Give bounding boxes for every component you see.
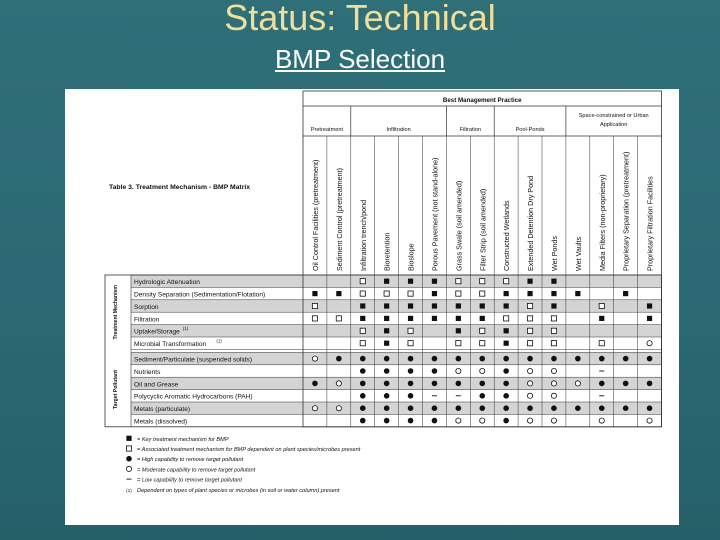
matrix-cell-symbol	[504, 328, 509, 333]
matrix-cell-symbol	[360, 418, 366, 424]
matrix-cell-symbol	[480, 368, 485, 373]
matrix-cell-symbol	[408, 303, 413, 308]
matrix-cell-symbol	[647, 303, 652, 308]
matrix-cell-symbol	[336, 316, 341, 321]
matrix-cell-symbol	[336, 406, 341, 411]
matrix-cell-symbol	[551, 393, 556, 398]
pollutant-row-label: Sediment/Particulate (suspended solids)	[134, 356, 253, 364]
matrix-cell-symbol	[360, 303, 365, 308]
group-header: Space-constrained or Urban	[578, 113, 649, 119]
matrix-cell-symbol	[312, 406, 317, 411]
column-header: Bioslope	[406, 243, 416, 271]
matrix-cell-symbol	[432, 316, 437, 321]
legend-text: = High capability to remove target pollutant	[137, 457, 244, 464]
matrix-cell-symbol	[480, 279, 485, 284]
matrix-cell-symbol	[503, 381, 509, 387]
slide-subtitle: BMP Selection	[274, 44, 446, 74]
column-header: Proprietary Separation (pretreatment)	[621, 151, 631, 271]
matrix-cell-symbol	[456, 328, 461, 333]
mechanism-row-label: Sorption	[134, 303, 159, 311]
group-header: Pretreatment	[310, 127, 344, 133]
matrix-cell-symbol	[384, 356, 390, 362]
matrix-cell-symbol	[527, 418, 532, 423]
slide-title: Status: Technical	[224, 0, 496, 38]
matrix-cell-symbol	[599, 381, 605, 387]
matrix-cell-symbol	[456, 291, 461, 296]
matrix-cell-symbol	[551, 341, 556, 346]
matrix-cell-symbol	[126, 466, 131, 471]
matrix-cell-symbol	[384, 418, 390, 424]
matrix-cell-symbol	[408, 356, 414, 362]
matrix-cell-symbol	[408, 316, 413, 321]
matrix-cell-symbol	[503, 368, 509, 374]
legend-text: Dependent on types of plant species or microbes (in soil or water column) present	[137, 487, 340, 494]
matrix-cell-symbol	[360, 291, 365, 296]
matrix-cell-symbol	[575, 291, 580, 296]
matrix-cell-symbol	[126, 436, 131, 441]
pollutant-row-label: Polycyclic Aromatic Hydrocarbons (PAH)	[134, 393, 253, 401]
matrix-cell-symbol	[336, 356, 342, 362]
matrix-cell-symbol	[384, 393, 390, 399]
mechanism-row-label: Microbial Transformation	[134, 341, 207, 349]
mechanism-row	[131, 275, 662, 287]
matrix-cell-symbol	[503, 393, 509, 399]
matrix-cell-symbol	[312, 381, 318, 387]
matrix-cell-symbol	[360, 328, 365, 333]
mechanism-row-footnote: (1)	[216, 338, 222, 344]
matrix-cell-symbol	[551, 291, 556, 296]
matrix-cell-symbol	[503, 418, 509, 424]
pollutant-row	[131, 377, 662, 389]
legend-text: = Associated treatment mechanism for BMP dependent on plant species/microbes present	[137, 447, 361, 453]
matrix-cell-symbol	[575, 381, 580, 386]
matrix-cell-symbol	[456, 356, 462, 362]
matrix-cell-symbol	[551, 368, 556, 373]
matrix-cell-symbol	[551, 356, 557, 362]
matrix-cell-symbol	[551, 303, 556, 308]
matrix-cell-symbol	[479, 405, 485, 411]
pollutant-row	[131, 402, 662, 414]
matrix-cell-symbol	[384, 381, 390, 387]
table-title: Table 3. Treatment Mechanism - BMP Matrix	[109, 184, 251, 191]
matrix-cell-symbol	[575, 356, 581, 362]
matrix-cell-symbol	[527, 279, 532, 284]
matrix-cell-symbol	[503, 356, 509, 362]
matrix-cell-symbol	[527, 316, 532, 321]
matrix-cell-symbol	[384, 405, 390, 411]
matrix-cell-symbol	[360, 279, 365, 284]
matrix-cell-symbol	[432, 356, 438, 362]
matrix-cell-symbol	[527, 291, 532, 296]
mechanism-row-label: Uptake/Storage	[134, 328, 180, 336]
matrix-cell-symbol	[456, 279, 461, 284]
matrix-cell-symbol	[551, 328, 556, 333]
column-header: Media Filters (non-proprietary)	[597, 174, 607, 271]
matrix-cell-symbol	[551, 418, 556, 423]
mechanism-row	[131, 312, 662, 324]
matrix-cell-symbol	[456, 405, 462, 411]
matrix-cell-symbol	[432, 405, 438, 411]
column-header: Bioretention	[382, 232, 392, 271]
matrix-cell-symbol	[479, 393, 485, 399]
pollutant-row	[131, 414, 662, 426]
matrix-cell-symbol	[479, 356, 485, 362]
matrix-cell-symbol	[336, 291, 341, 296]
matrix-cell-symbol	[623, 291, 628, 296]
matrix-cell-symbol	[408, 418, 414, 424]
matrix-cell-symbol	[408, 381, 414, 387]
matrix-cell-symbol	[527, 381, 532, 386]
matrix-cell-symbol	[126, 456, 132, 462]
row-group-label: Treatment Mechanism	[113, 284, 119, 340]
matrix-cell-symbol	[479, 381, 485, 387]
matrix-cell-symbol	[599, 303, 604, 308]
matrix-cell-symbol	[456, 368, 461, 373]
matrix-cell-symbol	[647, 418, 652, 423]
matrix-cell-symbol	[432, 368, 438, 374]
matrix-cell-symbol	[647, 381, 653, 387]
matrix-cell-symbol	[456, 341, 461, 346]
column-header: Constructed Wetlands	[502, 200, 512, 271]
matrix-cell-symbol	[527, 341, 532, 346]
matrix-cell-symbol	[360, 356, 366, 362]
matrix-cell-symbol	[551, 279, 556, 284]
mechanism-row	[131, 325, 662, 337]
matrix-cell-symbol	[432, 381, 438, 387]
matrix-cell-symbol	[336, 381, 341, 386]
matrix-cell-symbol	[384, 303, 389, 308]
pollutant-row-label: Metals (particulate)	[134, 406, 191, 414]
matrix-cell-symbol	[408, 405, 414, 411]
matrix-cell-symbol	[504, 341, 509, 346]
matrix-cell-symbol	[527, 356, 533, 362]
matrix-cell-symbol	[408, 291, 413, 296]
column-header: Sediment Control (pretreatment)	[334, 167, 344, 271]
mechanism-row	[131, 337, 662, 349]
column-header: Extended Detention Dry Pond	[526, 175, 536, 271]
matrix-cell-symbol	[360, 393, 366, 399]
column-header: Infiltration trench/pond	[358, 199, 368, 271]
matrix-cell-symbol	[360, 381, 366, 387]
column-header: Grass Swale (soil amended)	[454, 180, 464, 271]
matrix-cell-symbol	[599, 316, 604, 321]
matrix-cell-symbol	[480, 303, 485, 308]
mechanism-row-label: Filtration	[134, 316, 160, 324]
pollutant-row-label: Nutrients	[134, 368, 161, 376]
matrix-cell-symbol	[408, 368, 414, 374]
matrix-cell-symbol	[360, 368, 366, 374]
mechanism-row-footnote: (1)	[182, 326, 189, 331]
bmp-matrix-table	[65, 89, 679, 525]
matrix-cell-symbol	[503, 405, 509, 411]
mechanism-row-label: Hydrologic Attenuation	[134, 279, 200, 287]
matrix-cell-symbol	[599, 356, 605, 362]
column-header: Filter Strip (soil amended)	[478, 188, 488, 271]
matrix-cell-symbol	[456, 381, 462, 387]
pollutant-row-label: Oil and Grease	[134, 381, 179, 389]
matrix-cell-symbol	[527, 393, 532, 398]
matrix-cell-symbol	[408, 328, 413, 333]
matrix-cell-symbol	[647, 405, 653, 411]
column-header: Wet Ponds	[549, 235, 559, 271]
legend-symbol: (1)	[126, 488, 132, 494]
matrix-cell-symbol	[599, 341, 604, 346]
matrix-cell-symbol	[432, 303, 437, 308]
matrix-cell-symbol	[384, 316, 389, 321]
matrix-cell-symbol	[384, 368, 390, 374]
matrix-cell-symbol	[384, 279, 389, 284]
matrix-cell-symbol	[527, 303, 532, 308]
matrix-cell-symbol	[599, 418, 604, 423]
matrix-cell-symbol	[384, 341, 389, 346]
legend-text: = Moderate capability to remove target pollutant	[137, 467, 256, 474]
legend-text: = Key treatment mechanism for BMP	[137, 436, 229, 443]
pollutant-row-label: Metals (dissolved)	[134, 418, 188, 426]
matrix-cell-symbol	[551, 405, 557, 411]
matrix-cell-symbol	[647, 316, 652, 321]
group-header: Pool-Ponds	[515, 127, 545, 133]
matrix-cell-symbol	[551, 316, 556, 321]
matrix-cell-symbol	[408, 341, 413, 346]
matrix-cell-symbol	[480, 341, 485, 346]
column-header: Wet Vaults	[573, 236, 583, 271]
row-group-label: Target Pollutant	[113, 370, 119, 410]
matrix-cell-symbol	[480, 418, 485, 423]
matrix-cell-symbol	[623, 381, 629, 387]
matrix-cell-symbol	[312, 291, 317, 296]
group-header: Infiltration	[386, 127, 411, 133]
top-header: Best Management Practice	[442, 97, 522, 104]
matrix-cell-symbol	[504, 316, 509, 321]
matrix-cell-symbol	[480, 328, 485, 333]
pollutant-row	[131, 365, 662, 377]
matrix-cell-symbol	[360, 341, 365, 346]
matrix-cell-symbol	[504, 303, 509, 308]
matrix-cell-symbol	[432, 418, 438, 424]
matrix-cell-symbol	[623, 356, 629, 362]
matrix-cell-symbol	[504, 291, 509, 296]
matrix-cell-symbol	[551, 381, 556, 386]
matrix-cell-symbol	[575, 405, 581, 411]
matrix-cell-symbol	[480, 291, 485, 296]
matrix-cell-symbol	[504, 279, 509, 284]
matrix-cell-symbol	[527, 405, 533, 411]
matrix-cell-symbol	[360, 316, 365, 321]
matrix-cell-symbol	[456, 418, 461, 423]
matrix-cell-symbol	[432, 279, 437, 284]
matrix-cell-symbol	[456, 303, 461, 308]
matrix-cell-symbol	[312, 303, 317, 308]
mechanism-row	[131, 300, 662, 312]
matrix-cell-symbol	[432, 291, 437, 296]
group-header: Application	[600, 122, 628, 128]
matrix-cell-symbol	[126, 446, 131, 451]
group-header: Filtration	[459, 127, 482, 133]
matrix-cell-symbol	[647, 341, 652, 346]
column-header: Proprietary Filtration Facilities	[645, 176, 655, 271]
matrix-cell-symbol	[527, 368, 532, 373]
column-header: Oil Control Facilities (pretreatment)	[310, 159, 320, 271]
matrix-cell-symbol	[312, 316, 317, 321]
mechanism-row-label: Density Separation (Sedimentation/Flotation)	[134, 291, 266, 299]
matrix-cell-symbol	[527, 328, 532, 333]
matrix-cell-symbol	[456, 316, 461, 321]
matrix-cell-symbol	[384, 328, 389, 333]
matrix-cell-symbol	[360, 405, 366, 411]
matrix-cell-symbol	[599, 405, 605, 411]
column-header: Porous Pavement (not stand-alone)	[430, 157, 440, 271]
matrix-cell-symbol	[312, 356, 317, 361]
matrix-cell-symbol	[647, 356, 653, 362]
matrix-cell-symbol	[480, 316, 485, 321]
matrix-cell-symbol	[408, 279, 413, 284]
matrix-cell-symbol	[384, 291, 389, 296]
matrix-cell-symbol	[408, 393, 414, 399]
legend-text: = Low capability to remove target pollutant	[137, 477, 242, 484]
matrix-cell-symbol	[623, 405, 629, 411]
